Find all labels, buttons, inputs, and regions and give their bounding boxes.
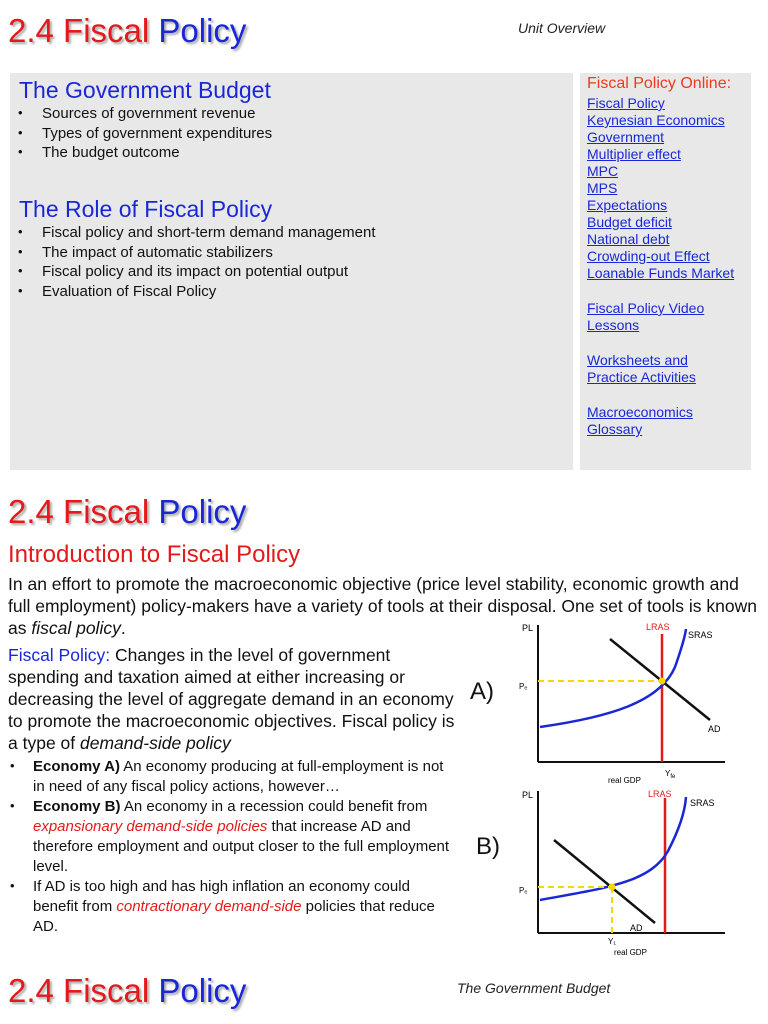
y-axis-label: PL — [522, 623, 534, 633]
link-national-debt[interactable]: National debt — [587, 231, 670, 247]
ad-label: AD — [708, 724, 721, 734]
output-label: Y₁ — [608, 937, 617, 946]
y-axis-label: PL — [522, 790, 534, 800]
link-fiscal-policy[interactable]: Fiscal Policy — [587, 95, 665, 111]
economy-list — [8, 757, 458, 937]
link-mps[interactable]: MPS — [587, 180, 618, 196]
link-government[interactable]: Government — [587, 129, 665, 145]
x-axis-label: real GDP — [614, 948, 647, 957]
sras-curve — [540, 629, 686, 727]
slide-title: 2.4 Fiscal Policy — [8, 493, 247, 530]
link-list — [587, 95, 734, 438]
list-item: • Evaluation of Fiscal Policy — [11, 282, 376, 302]
link-mpc[interactable]: MPC — [587, 163, 619, 179]
list-item: • The impact of automatic stabilizers — [11, 243, 376, 263]
ad-label: AD — [630, 923, 643, 933]
intro-paragraph: In an effort to promote the macroeconomic objective (price level stability, economic growth and full employment) policy-makers have a variety of tools at their disposal. One set of tools is known as fiscal policy. — [8, 574, 757, 638]
section-heading: The Government Budget — [19, 77, 271, 103]
graph-b-label: B) — [476, 833, 500, 860]
ad-curve — [554, 840, 655, 923]
graph-a-label: A) — [470, 678, 494, 705]
link-multiplier-effect[interactable]: Multiplier effect — [587, 146, 681, 162]
list-item: • Sources of government revenue — [11, 104, 272, 124]
link-worksheets[interactable]: Worksheets and Practice Activities — [587, 352, 696, 385]
spacer — [587, 282, 734, 300]
price-label: Pₑ — [519, 682, 528, 691]
slide-title: 2.4 Fiscal Policy — [8, 972, 247, 1009]
price-label: Pₑ — [519, 886, 528, 895]
list-item: • Fiscal policy and short-term demand management — [11, 223, 376, 243]
link-glossary[interactable]: Macroeconomics Glossary — [587, 404, 693, 437]
list-item: • Economy A) An economy producing at full-employment is not in need of any fiscal policy actions, however… — [8, 757, 458, 797]
spacer — [587, 334, 734, 352]
bullet-list — [11, 104, 272, 163]
x-axis-label: real GDP — [608, 776, 641, 785]
link-expectations[interactable]: Expectations — [587, 197, 668, 213]
definition-paragraph: Fiscal Policy: Changes in the level of government spending and taxation aimed at either increasing or decreasing the level of aggregate demand in an economy to promote the macroeconomic objectives. Fiscal policy is a type of demand-side policy — [8, 645, 455, 753]
lras-label: LRAS — [646, 622, 670, 632]
link-keynesian-economics[interactable]: Keynesian Economics — [587, 112, 725, 128]
equilibrium-point — [659, 678, 666, 685]
slide-caption: The Government Budget — [457, 980, 611, 996]
link-budget-deficit[interactable]: Budget deficit — [587, 214, 672, 230]
link-video-lessons[interactable]: Fiscal Policy Video Lessons — [587, 300, 705, 333]
graph-a — [510, 617, 740, 787]
list-item: • The budget outcome — [11, 143, 272, 163]
sras-label: SRAS — [688, 630, 713, 640]
list-item: • Types of government expenditures — [11, 124, 272, 144]
link-crowding-out[interactable]: Crowding-out Effect — [587, 248, 710, 264]
slide-title: 2.4 Fiscal Policy — [8, 12, 247, 49]
sidebar-heading: Fiscal Policy Online: — [587, 75, 732, 92]
slide-caption: Unit Overview — [518, 20, 606, 36]
bullet-list — [11, 223, 376, 301]
section-heading: The Role of Fiscal Policy — [19, 196, 273, 222]
spacer — [587, 386, 734, 404]
graph-b — [510, 783, 740, 963]
list-item: • Economy B) An economy in a recession could benefit from expansionary demand-side policies that increase AD and therefore employment and output closer to the full employment level. — [8, 797, 458, 877]
sras-label: SRAS — [690, 798, 715, 808]
link-loanable-funds[interactable]: Loanable Funds Market — [587, 265, 735, 281]
list-item: • If AD is too high and has high inflation an economy could benefit from contractionary demand-side policies that reduce AD. — [8, 877, 458, 937]
intro-heading: Introduction to Fiscal Policy — [8, 541, 301, 568]
output-label: $Y_{fe}$ — [665, 769, 676, 780]
lras-label: LRAS — [648, 789, 672, 799]
equilibrium-point — [609, 884, 616, 891]
list-item: • Fiscal policy and its impact on potential output — [11, 262, 376, 282]
